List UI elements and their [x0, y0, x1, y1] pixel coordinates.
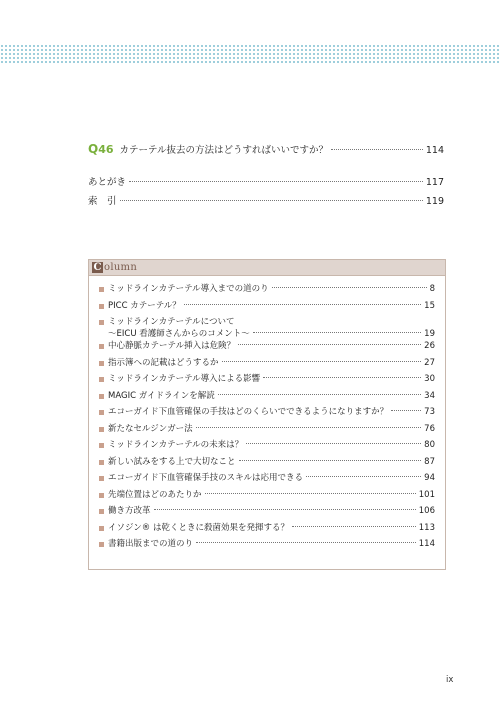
toc-entry-title: カテーテル抜去の方法はどうすればいいですか？ — [119, 145, 329, 156]
column-item-page: 26 — [424, 341, 435, 351]
bullet-square-icon — [99, 460, 104, 465]
column-item-title: 新しい試みをする上で大切なこと — [108, 456, 236, 467]
bullet-square-icon — [99, 377, 104, 382]
column-item-subtitle: 〜EICU 看護師さんからのコメント〜 — [108, 329, 250, 339]
bullet-square-icon — [99, 509, 104, 514]
column-item-title: 働き方改革 — [108, 506, 151, 516]
bullet-square-icon — [99, 410, 104, 415]
column-item[interactable] — [99, 391, 435, 408]
question-number: Q46 — [88, 142, 114, 156]
column-item[interactable] — [99, 457, 435, 474]
column-item-page: 94 — [424, 473, 435, 483]
column-item-page: 34 — [424, 390, 435, 401]
column-item-page: 8 — [429, 284, 435, 294]
column-item-title: エコーガイド下血管確保の手技はどのくらいでできるようになりますか？ — [108, 407, 389, 417]
column-item-title: エコーガイド下血管確保手技のスキルは応用できる — [108, 473, 303, 483]
dot-leader — [196, 542, 416, 543]
column-item-page: 76 — [424, 423, 435, 434]
column-item[interactable] — [99, 440, 435, 457]
column-item-page: 19 — [424, 329, 435, 339]
column-item-title: ミッドラインカテーテル導入までの道のり — [108, 284, 269, 294]
bullet-square-icon — [99, 320, 104, 325]
dot-leader — [306, 476, 421, 477]
column-item-title: ミッドラインカテーテルについて — [108, 317, 235, 327]
column-item-page: 73 — [424, 407, 435, 417]
column-item[interactable] — [99, 284, 435, 301]
dot-leader — [196, 427, 422, 428]
bullet-square-icon — [99, 542, 104, 547]
column-header — [89, 260, 445, 276]
dot-leader — [222, 361, 422, 362]
column-item-title: 中心静脈カテーテル挿入は危険？ — [108, 341, 236, 351]
column-item-page: 80 — [424, 440, 435, 450]
bullet-square-icon — [99, 304, 104, 309]
column-item[interactable] — [99, 473, 435, 490]
dot-leader — [391, 410, 421, 411]
column-item[interactable] — [99, 490, 435, 507]
column-item-page: 101 — [418, 489, 435, 500]
dot-leader — [331, 149, 423, 150]
bullet-square-icon — [99, 526, 104, 531]
dot-leader — [253, 332, 421, 333]
dot-leader — [205, 493, 416, 494]
column-title: olumn — [104, 262, 138, 273]
bullet-square-icon — [99, 493, 104, 498]
column-item[interactable] — [99, 523, 435, 540]
dot-leader — [218, 394, 421, 395]
toc-entry-page: 119 — [425, 196, 444, 207]
column-item-page: 106 — [418, 506, 435, 516]
column-item-title: 指示簿への記載はどうするか — [108, 357, 219, 368]
dot-leader — [239, 460, 422, 461]
dot-leader — [246, 443, 421, 444]
column-item[interactable] — [99, 539, 435, 556]
column-item-title: MAGIC ガイドラインを解読 — [108, 390, 215, 401]
column-item-title: ミッドラインカテーテル導入による影響 — [108, 374, 261, 384]
toc-entry-page: 117 — [425, 177, 444, 188]
column-item-page: 30 — [424, 374, 435, 384]
column-item[interactable] — [99, 358, 435, 375]
bullet-square-icon — [99, 344, 104, 349]
toc-entry-q46[interactable] — [88, 143, 444, 157]
column-section — [88, 259, 446, 570]
column-item[interactable] — [99, 374, 435, 391]
bullet-square-icon — [99, 287, 104, 292]
dot-leader — [120, 200, 423, 201]
toc-entry-afterword[interactable] — [88, 177, 444, 189]
bullet-square-icon — [99, 394, 104, 399]
column-item[interactable] — [99, 424, 435, 441]
decorative-dot-band — [0, 44, 500, 64]
column-item[interactable] — [99, 317, 435, 341]
dot-leader — [272, 287, 427, 288]
dot-leader — [238, 344, 421, 345]
dot-leader — [154, 509, 416, 510]
column-item-page: 27 — [424, 357, 435, 368]
bullet-square-icon — [99, 427, 104, 432]
column-item-page: 15 — [424, 300, 435, 311]
dot-leader — [184, 304, 421, 305]
column-item-title: PICC カテーテル？ — [108, 300, 181, 311]
toc-entry-title: あとがき — [88, 177, 127, 188]
page-number: ix — [446, 675, 454, 685]
column-badge: C — [93, 262, 102, 273]
column-item-page: 87 — [424, 456, 435, 467]
column-item[interactable] — [99, 407, 435, 424]
bullet-square-icon — [99, 443, 104, 448]
dot-leader — [129, 181, 423, 182]
column-item-title: 書籍出版までの道のり — [108, 539, 194, 549]
column-item[interactable] — [99, 341, 435, 358]
bullet-square-icon — [99, 361, 104, 366]
toc-entry-index[interactable] — [88, 196, 444, 208]
column-item-title: ミッドラインカテーテルの未来は？ — [108, 440, 244, 450]
column-item-title: 新たなセルジンガー法 — [108, 423, 193, 434]
column-item-title: 先端位置はどのあたりか — [108, 489, 202, 500]
column-item[interactable] — [99, 301, 435, 318]
toc-entry-page: 114 — [425, 145, 444, 156]
bullet-square-icon — [99, 476, 104, 481]
column-list — [99, 284, 435, 556]
column-item-title: イソジン® は乾くときに殺菌効果を発揮する？ — [108, 522, 289, 533]
column-item-page: 113 — [418, 522, 435, 533]
dot-leader — [292, 526, 416, 527]
toc-entry-title: 索 引 — [88, 196, 117, 207]
column-item[interactable] — [99, 506, 435, 523]
column-item-page: 114 — [418, 539, 435, 549]
dot-leader — [263, 377, 421, 378]
